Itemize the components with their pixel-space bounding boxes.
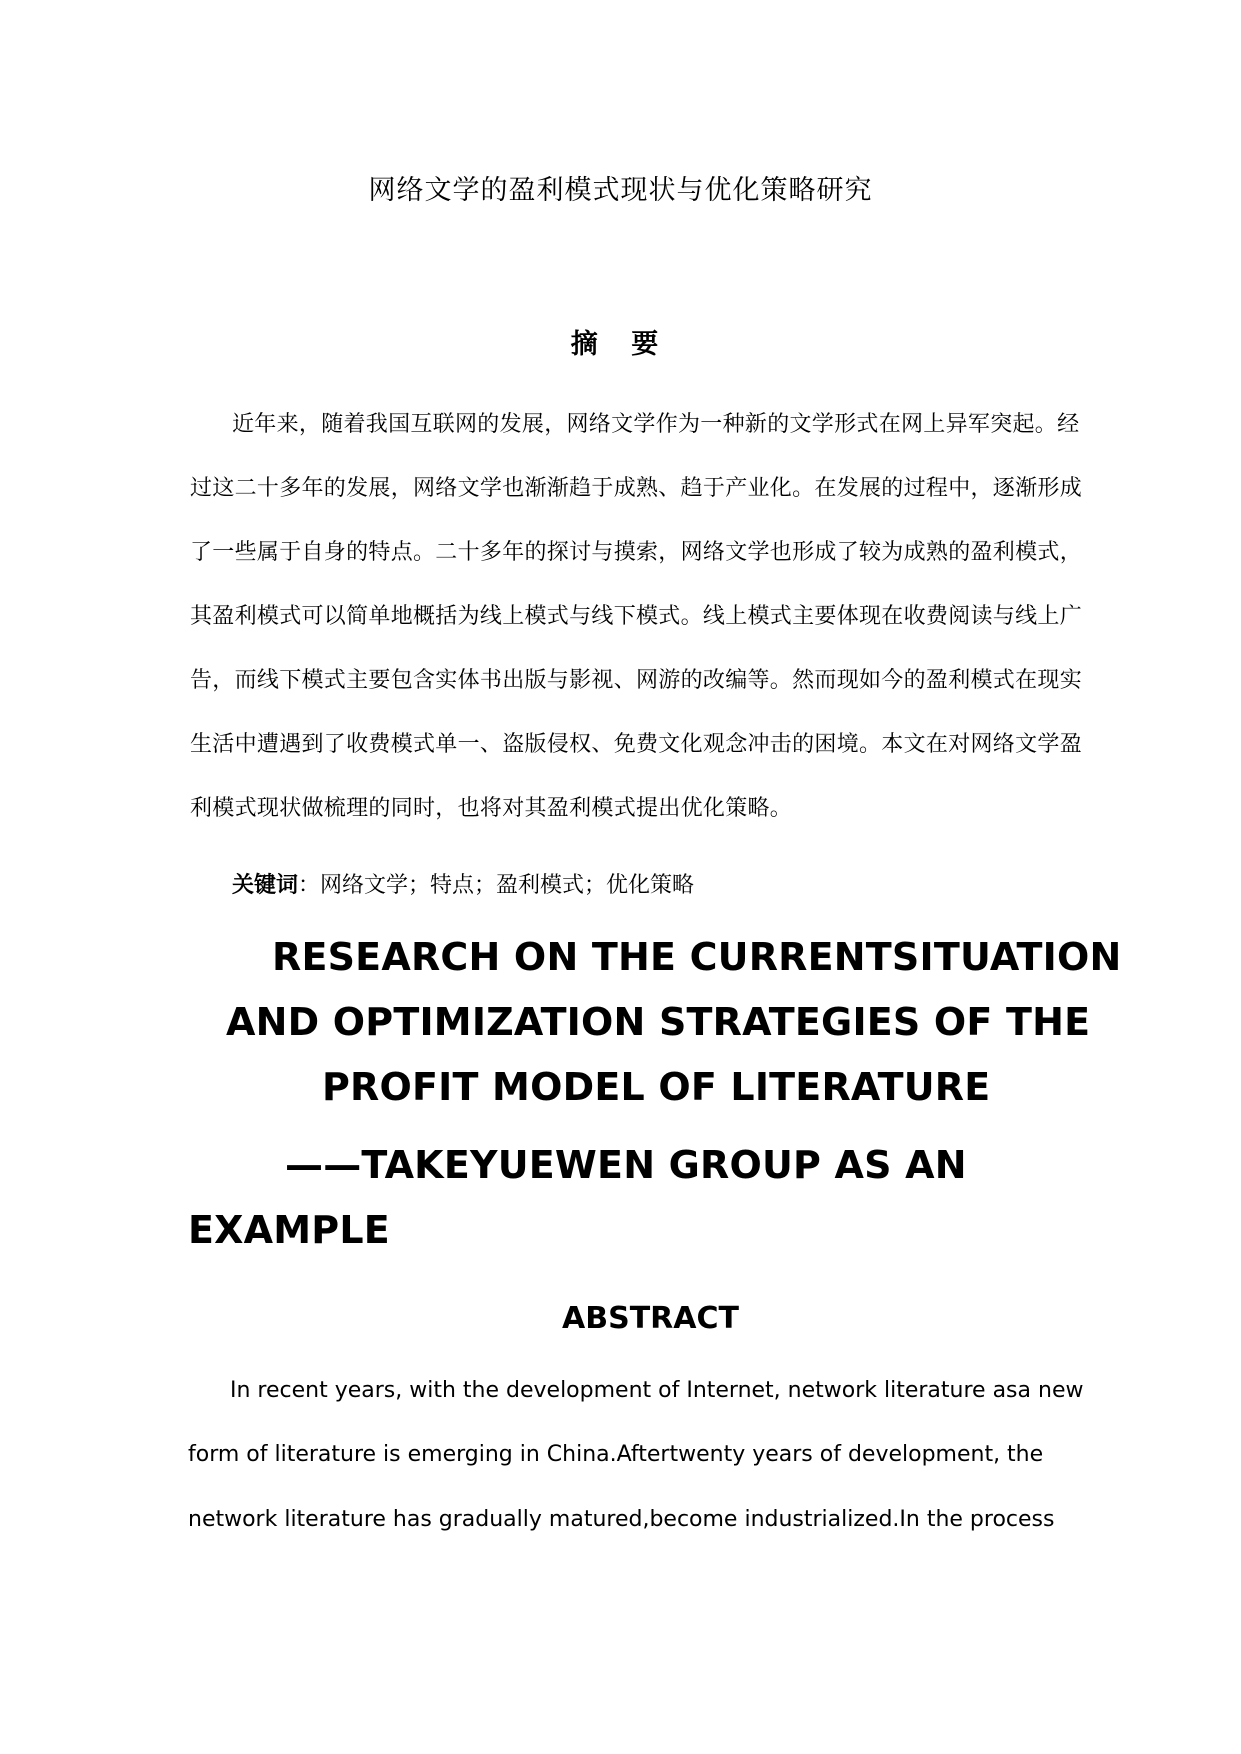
paper-title-en-line-5: EXAMPLE [188,1208,390,1252]
abstract-cn-line-6: 生活中遭遇到了收费模式单一、盗版侵权、免费文化观念冲击的困境。本文在对网络文学盈 [190,732,1083,757]
abstract-en-line-3: network literature has gradually matured,become industrialized.In the process [188,1507,1055,1532]
keywords-cn-text: ：网络文学；特点；盈利模式；优化策略 [298,873,695,898]
abstract-cn-line-7: 利模式现状做梳理的同时，也将对其盈利模式提出优化策略。 [190,796,793,821]
paper-title-en-line-4: ——TAKEYUEWEN GROUP AS AN [285,1143,967,1187]
abstract-cn-line-1: 近年来，随着我国互联网的发展，网络文学作为一种新的文学形式在网上异军突起。经 [232,412,1080,437]
keywords-cn-label: 关键词 [232,873,299,898]
abstract-cn-line-4: 其盈利模式可以简单地概括为线上模式与线下模式。线上模式主要体现在收费阅读与线上广 [190,604,1083,629]
abstract-cn-line-3: 了一些属于自身的特点。二十多年的探讨与摸索，网络文学也形成了较为成熟的盈利模式， [190,540,1083,565]
paper-title-cn: 网络文学的盈利模式现状与优化策略研究 [368,175,873,206]
keywords-cn [232,868,1102,899]
abstract-cn-heading: 摘 要 [570,329,671,360]
abstract-en-heading: ABSTRACT [562,1301,739,1336]
abstract-en-line-2: form of literature is emerging in China.Aftertwenty years of development, the [188,1442,1044,1467]
paper-title-en-line-3: PROFIT MODEL OF LITERATURE [322,1065,991,1109]
abstract-en-line-1: In recent years, with the development of Internet, network literature asa new [230,1378,1084,1403]
abstract-cn-line-5: 告，而线下模式主要包含实体书出版与影视、网游的改编等。然而现如今的盈利模式在现实 [190,668,1083,693]
abstract-cn-line-2: 过这二十多年的发展，网络文学也渐渐趋于成熟、趋于产业化。在发展的过程中，逐渐形成 [190,476,1083,501]
paper-title-en-line-1: RESEARCH ON THE CURRENTSITUATION [272,935,1122,979]
paper-title-en-line-2: AND OPTIMIZATION STRATEGIES OF THE [226,1000,1091,1044]
